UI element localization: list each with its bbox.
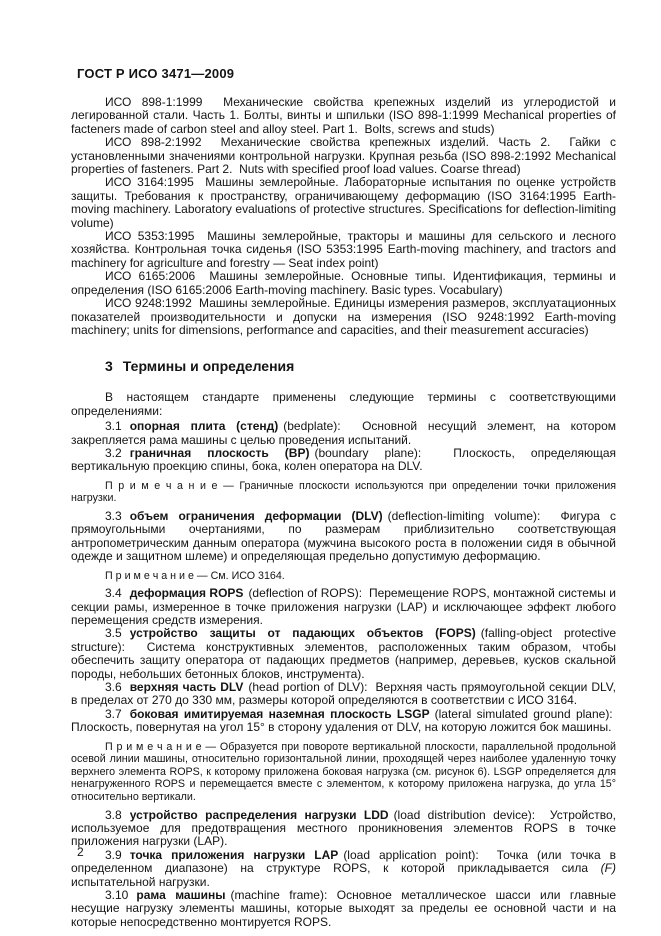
reference-paragraph: ИСО 898-2:1992 Механические свойства крепежных изделий. Часть 2. Гайки с установленными значениями контрольной нагрузки. Крупная резьба (ISO 898-2:1992 Mechanical properties of fasteners. Part 2. Nuts with specified proof load values. Coarse thread) bbox=[71, 135, 616, 177]
term-definition: испытательной нагрузки. bbox=[71, 874, 210, 889]
term-definition: (machine frame): Основное металлическое шасси или главные несущие нагрузку элементы машины, которые выходят за пределы ее основной части и на которые непосредственно монтируется ROPS. bbox=[71, 888, 616, 929]
term-name: объем ограничения деформации (DLV) bbox=[129, 508, 383, 523]
section-intro: В настоящем стандарте применены следующие термины с соответствующими определениями: bbox=[71, 390, 616, 418]
term-paragraph bbox=[71, 447, 616, 474]
term-definition: (load distribution device): Устройство, используемое для предотвращения местного проникновения элементов ROPS в точке приложения нагрузки (LAP). bbox=[71, 807, 617, 849]
term-name: рама машины bbox=[136, 888, 226, 903]
term-number: 3.6 bbox=[105, 680, 122, 694]
term-definition: (load application point): Точка (или точка в определенном диапазоне) на структуре ROPS, к которой прикладывается сила bbox=[71, 847, 616, 876]
term-definition: (head portion of DLV): Верхняя часть прямоугольной секции DLV, в пределах от 270 до 330 мм, размеры которой определяются в соответствии с ИСО 3164. bbox=[71, 680, 617, 708]
term-name: устройство распределения нагрузки LDD bbox=[129, 807, 389, 822]
term-definition: (deflection-limiting volume): Фигура с прямоугольными очертаниями, по размерам приблизительно соответствующая антропометрическим данным оператора (мужчина высокого роста в положении сидя в обычной одежде и защитном шлеме) и определяющая предельно допустимую деформацию. bbox=[71, 508, 617, 564]
term-definition: (deflection of ROPS): Перемещение ROPS, монтажной системы и секции рамы, измеренное в точке приложения нагрузки (LAP) и исключающее эффект любого перемещения средств измерения. bbox=[71, 586, 616, 627]
page-number: 2 bbox=[77, 845, 84, 859]
term-name: опорная плита (стенд) bbox=[129, 419, 279, 434]
reference-paragraph: ИСО 898-1:1999 Механические свойства крепежных изделий из углеродистой и легированной стали. Часть 1. Болты, винты и шпильки (ISO 898-1:1999 Mechanical properties of facteners made of carbon steel and alloy steel. Part 1. Bolts, screws and studs) bbox=[71, 95, 616, 136]
section-title: Термины и определения bbox=[122, 358, 295, 375]
term-definition: (falling-object protective structure): Система конструктивных элементов, расположенных таким образом, чтобы обеспечить защиту оператора от падающих предметов (например, деревьев, кусков скальной породы, небольших бетонных блоков, инструмента). bbox=[71, 626, 616, 681]
term-definition: (boundary plane): Плоскость, определяющая вертикальную проекцию спины, бока, колен оператора на DLV. bbox=[71, 445, 616, 474]
term-name: верхняя часть DLV bbox=[129, 680, 244, 694]
reference-paragraph: ИСО 5353:1995 Машины землеройные, тракторы и машины для сельского и лесного хозяйства. Контрольная точка сиденья (ISO 5353:1995 Earth-moving machinery, and tractors and machinery for agriculture and forestry — Seat index point) bbox=[71, 229, 616, 270]
term-paragraph bbox=[71, 809, 616, 849]
term-name: граничная плоскость (BP) bbox=[129, 445, 310, 460]
page-content bbox=[71, 66, 616, 929]
term-number: 3.10 bbox=[105, 888, 129, 903]
term-paragraph bbox=[71, 708, 616, 735]
term-paragraph bbox=[71, 681, 616, 708]
term-paragraph bbox=[71, 420, 616, 447]
running-header: ГОСТ Р ИСО 3471—2009 bbox=[77, 66, 235, 81]
term-number: 3.8 bbox=[105, 807, 122, 822]
term-paragraph bbox=[71, 849, 616, 889]
term-paragraph bbox=[71, 510, 616, 564]
term-name: деформация ROPS bbox=[129, 586, 244, 601]
reference-paragraph: ИСО 3164:1995 Машины землеройные. Лабораторные испытания по оценке устройств защиты. Требования к пространству, ограничивающему деформацию (ISO 3164:1995 Earth-moving machinery. Laboratory evaluations of protective structures. Specifications for deflection-limiting volume) bbox=[71, 175, 616, 230]
section-number: 3 bbox=[105, 358, 113, 375]
term-name: точка приложения нагрузки LAP bbox=[129, 847, 339, 862]
term-number: 3.4 bbox=[105, 586, 122, 601]
term-number: 3.7 bbox=[105, 706, 122, 721]
term-number: 3.3 bbox=[105, 508, 122, 523]
term-number: 3.9 bbox=[105, 847, 122, 862]
section-heading bbox=[105, 358, 616, 374]
term-number: 3.2 bbox=[105, 445, 122, 460]
note-paragraph: П р и м е ч а н и е — См. ИСО 3164. bbox=[105, 569, 285, 582]
term-name: боковая имитируемая наземная плоскость LSGP bbox=[129, 706, 430, 721]
reference-paragraph: ИСО 9248:1992 Машины землеройные. Единицы измерения размеров, эксплуатационных показателей производительности и допуски на измерения (ISO 9248:1992 Earth-moving machinery; units for dimensions, performance and capacities, and their measurement accuracies) bbox=[71, 296, 616, 337]
reference-paragraph: ИСО 6165:2006 Машины землеройные. Основные типы. Идентификация, термины и определения (ISO 6165:2006 Earth-moving machinery. Basic types. Vocabulary) bbox=[71, 269, 616, 297]
term-paragraph bbox=[71, 587, 616, 627]
term-name: устройство защиты от падающих объектов (FOPS) bbox=[129, 626, 476, 641]
note-paragraph: П р и м е ч а н и е — Граничные плоскости используются при определении точки приложения нагрузки. bbox=[71, 479, 616, 505]
term-number: 3.1 bbox=[105, 419, 122, 434]
term-paragraph bbox=[71, 627, 616, 681]
term-paragraph bbox=[71, 889, 616, 929]
term-definition: (bedplate): Основной несущий элемент, на котором закрепляется рама машины с целью проведения испытаний. bbox=[71, 419, 616, 447]
term-number: 3.5 bbox=[105, 626, 122, 641]
note-paragraph: П р и м е ч а н и е — Образуется при повороте вертикальной плоскости, параллельной продольной осевой линии машины, относительно горизонтальной линии, проходящей через наиболее удаленную точку верхнего элемента ROPS, к которому приложена боковая нагрузка (см. рисунок 6). LSGP определяется для ненагруженного ROPS и перемещается вместе с элементом, к которому приложена нагрузка, до угла 15° относительно вертикали. bbox=[71, 740, 616, 803]
term-definition-italic: (F) bbox=[600, 861, 616, 876]
term-definition: (lateral simulated ground plane): Плоскость, повернутая на угол 15° в сторону удаления от DLV, на которую ложится бок машины. bbox=[71, 706, 616, 735]
